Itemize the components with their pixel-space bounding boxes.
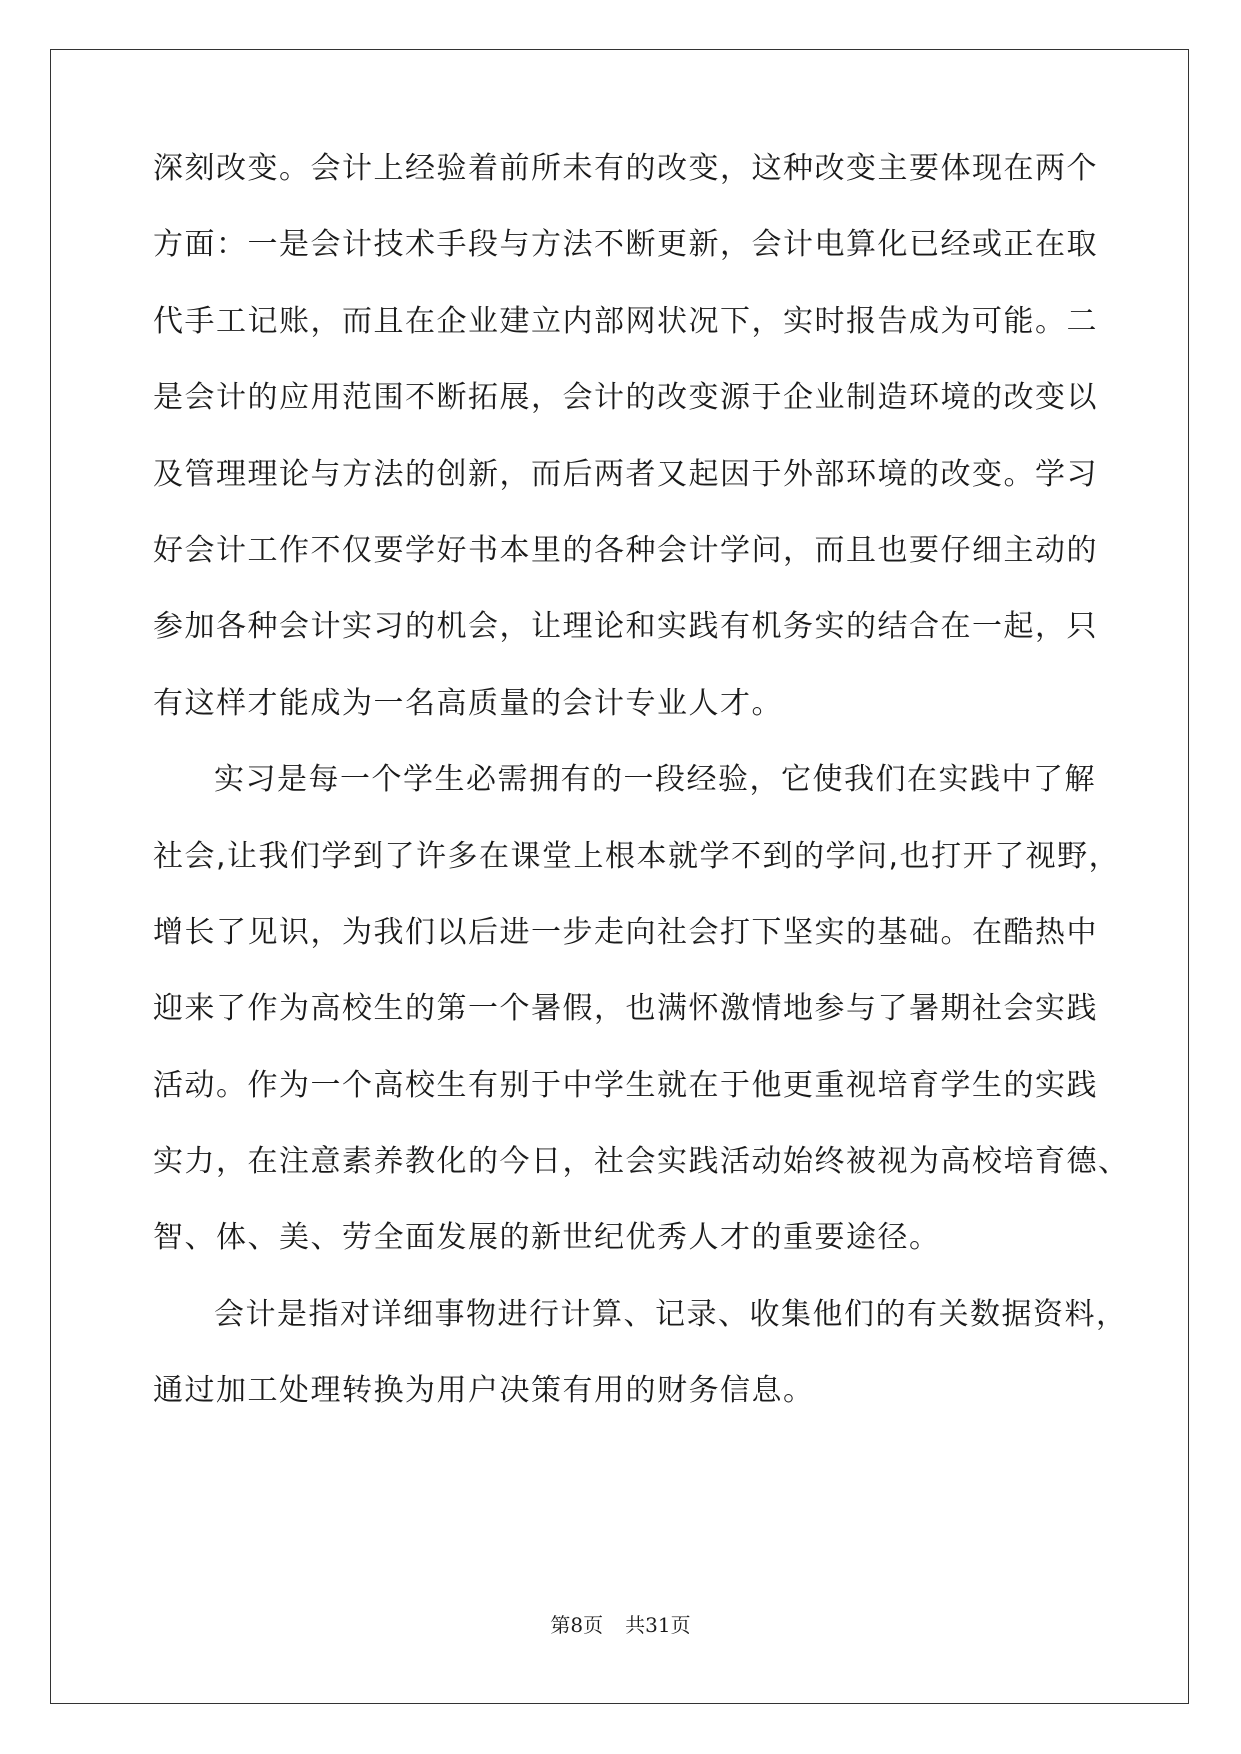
text-line: 增长了见识，为我们以后进一步走向社会打下坚实的基础。在酷热中 bbox=[153, 915, 1098, 950]
text-line: 代手工记账，而且在企业建立内部网状况下，实时报告成为可能。二 bbox=[153, 304, 1098, 339]
text-line: 及管理理论与方法的创新，而后两者又起因于外部环境的改变。学习 bbox=[153, 457, 1098, 492]
page-number: 第8页 bbox=[550, 1613, 604, 1637]
text-line: 实力，在注意素养教化的今日，社会实践活动始终被视为高校培育德、 bbox=[153, 1144, 1130, 1179]
text-line: 活动。作为一个高校生有别于中学生就在于他更重视培育学生的实践 bbox=[153, 1068, 1098, 1103]
paragraph-first-line: 实习是每一个学生必需拥有的一段经验，它使我们在实践中了解 bbox=[214, 762, 1096, 797]
text-line: 迎来了作为高校生的第一个暑假，也满怀激情地参与了暑期社会实践 bbox=[153, 991, 1098, 1026]
text-line: 是会计的应用范围不断拓展，会计的改变源于企业制造环境的改变以 bbox=[153, 380, 1098, 415]
text-line: 方面：一是会计技术手段与方法不断更新，会计电算化已经或正在取 bbox=[153, 227, 1098, 262]
paragraph-first-line: 会计是指对详细事物进行计算、记录、收集他们的有关数据资料， bbox=[214, 1297, 1128, 1332]
text-line: 参加各种会计实习的机会，让理论和实践有机务实的结合在一起，只 bbox=[153, 609, 1098, 644]
text-line: 好会计工作不仅要学好书本里的各种会计学问，而且也要仔细主动的 bbox=[153, 533, 1098, 568]
text-line: 智、体、美、劳全面发展的新世纪优秀人才的重要途径。 bbox=[153, 1220, 941, 1255]
text-line: 深刻改变。会计上经验着前所未有的改变，这种改变主要体现在两个 bbox=[153, 151, 1098, 186]
text-line: 有这样才能成为一名高质量的会计专业人才。 bbox=[153, 686, 783, 721]
text-line: 通过加工处理转换为用户决策有用的财务信息。 bbox=[153, 1373, 815, 1408]
text-line: 社会,让我们学到了许多在课堂上根本就学不到的学问,也打开了视野， bbox=[153, 839, 1121, 874]
page-total: 共31页 bbox=[625, 1613, 691, 1637]
page-footer bbox=[0, 1612, 1241, 1638]
